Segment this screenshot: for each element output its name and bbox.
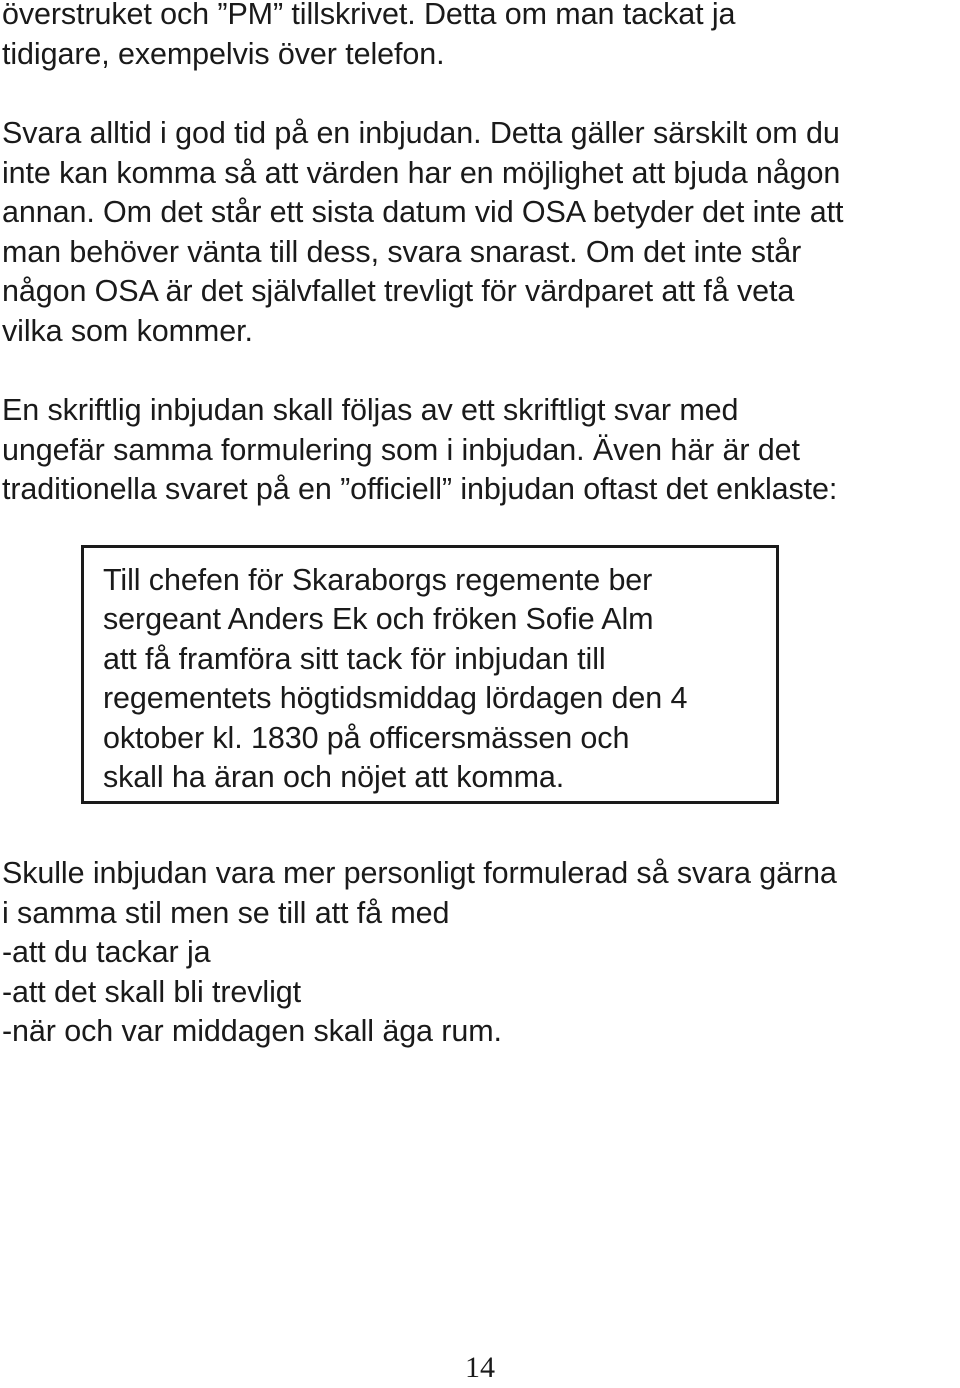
- text-line: Svara alltid i god tid på en inbjudan. Detta gäller särskilt om du: [2, 116, 840, 150]
- paragraph-reply-in-time: [2, 114, 958, 352]
- paragraph-written-reply: [2, 391, 958, 510]
- reply-line: att få framföra sitt tack för inbjudan till: [103, 641, 606, 676]
- text-line: tidigare, exempelvis över telefon.: [2, 36, 445, 71]
- text-line: annan. Om det står ett sista datum vid OSA betyder det inte att: [2, 195, 844, 230]
- reply-line: regementets högtidsmiddag lördagen den 4: [103, 681, 688, 716]
- reply-example-box: [81, 545, 779, 804]
- paragraph-declined-note: [2, 0, 958, 74]
- text-line: överstruket och ”PM” tillskrivet. Detta om man tackat ja: [2, 0, 736, 31]
- text-line: En skriftlig inbjudan skall följas av ett skriftligt svar med: [2, 393, 739, 427]
- text-line: Skulle inbjudan vara mer personligt formulerad så svara gärna: [2, 856, 837, 890]
- reply-line: sergeant Anders Ek och fröken Sofie Alm: [103, 602, 654, 637]
- text-line: vilka som kommer.: [2, 313, 253, 348]
- list-item: -att det skall bli trevligt: [2, 974, 302, 1009]
- reply-line: Till chefen för Skaraborgs regemente ber: [103, 563, 653, 597]
- reply-line: skall ha äran och nöjet att komma.: [103, 760, 565, 795]
- page-number: 14: [465, 1351, 495, 1384]
- text-line: inte kan komma så att värden har en möjlighet att bjuda någon: [2, 155, 841, 190]
- paragraph-personal-reply: [2, 854, 958, 1052]
- text-line: ungefär samma formulering som i inbjudan. Även här är det: [2, 432, 800, 467]
- text-line: traditionella svaret på en ”officiell” inbjudan oftast det enklaste:: [2, 472, 838, 507]
- reply-example-text: [103, 561, 687, 797]
- reply-line: oktober kl. 1830 på officersmässen och: [103, 720, 630, 755]
- list-item: -att du tackar ja: [2, 935, 211, 970]
- text-line: någon OSA är det självfallet trevligt för värdparet att få veta: [2, 274, 795, 309]
- text-line: i samma stil men se till att få med: [2, 895, 450, 930]
- list-item: -när och var middagen skall äga rum.: [2, 1014, 502, 1049]
- text-line: man behöver vänta till dess, svara snarast. Om det inte står: [2, 234, 802, 269]
